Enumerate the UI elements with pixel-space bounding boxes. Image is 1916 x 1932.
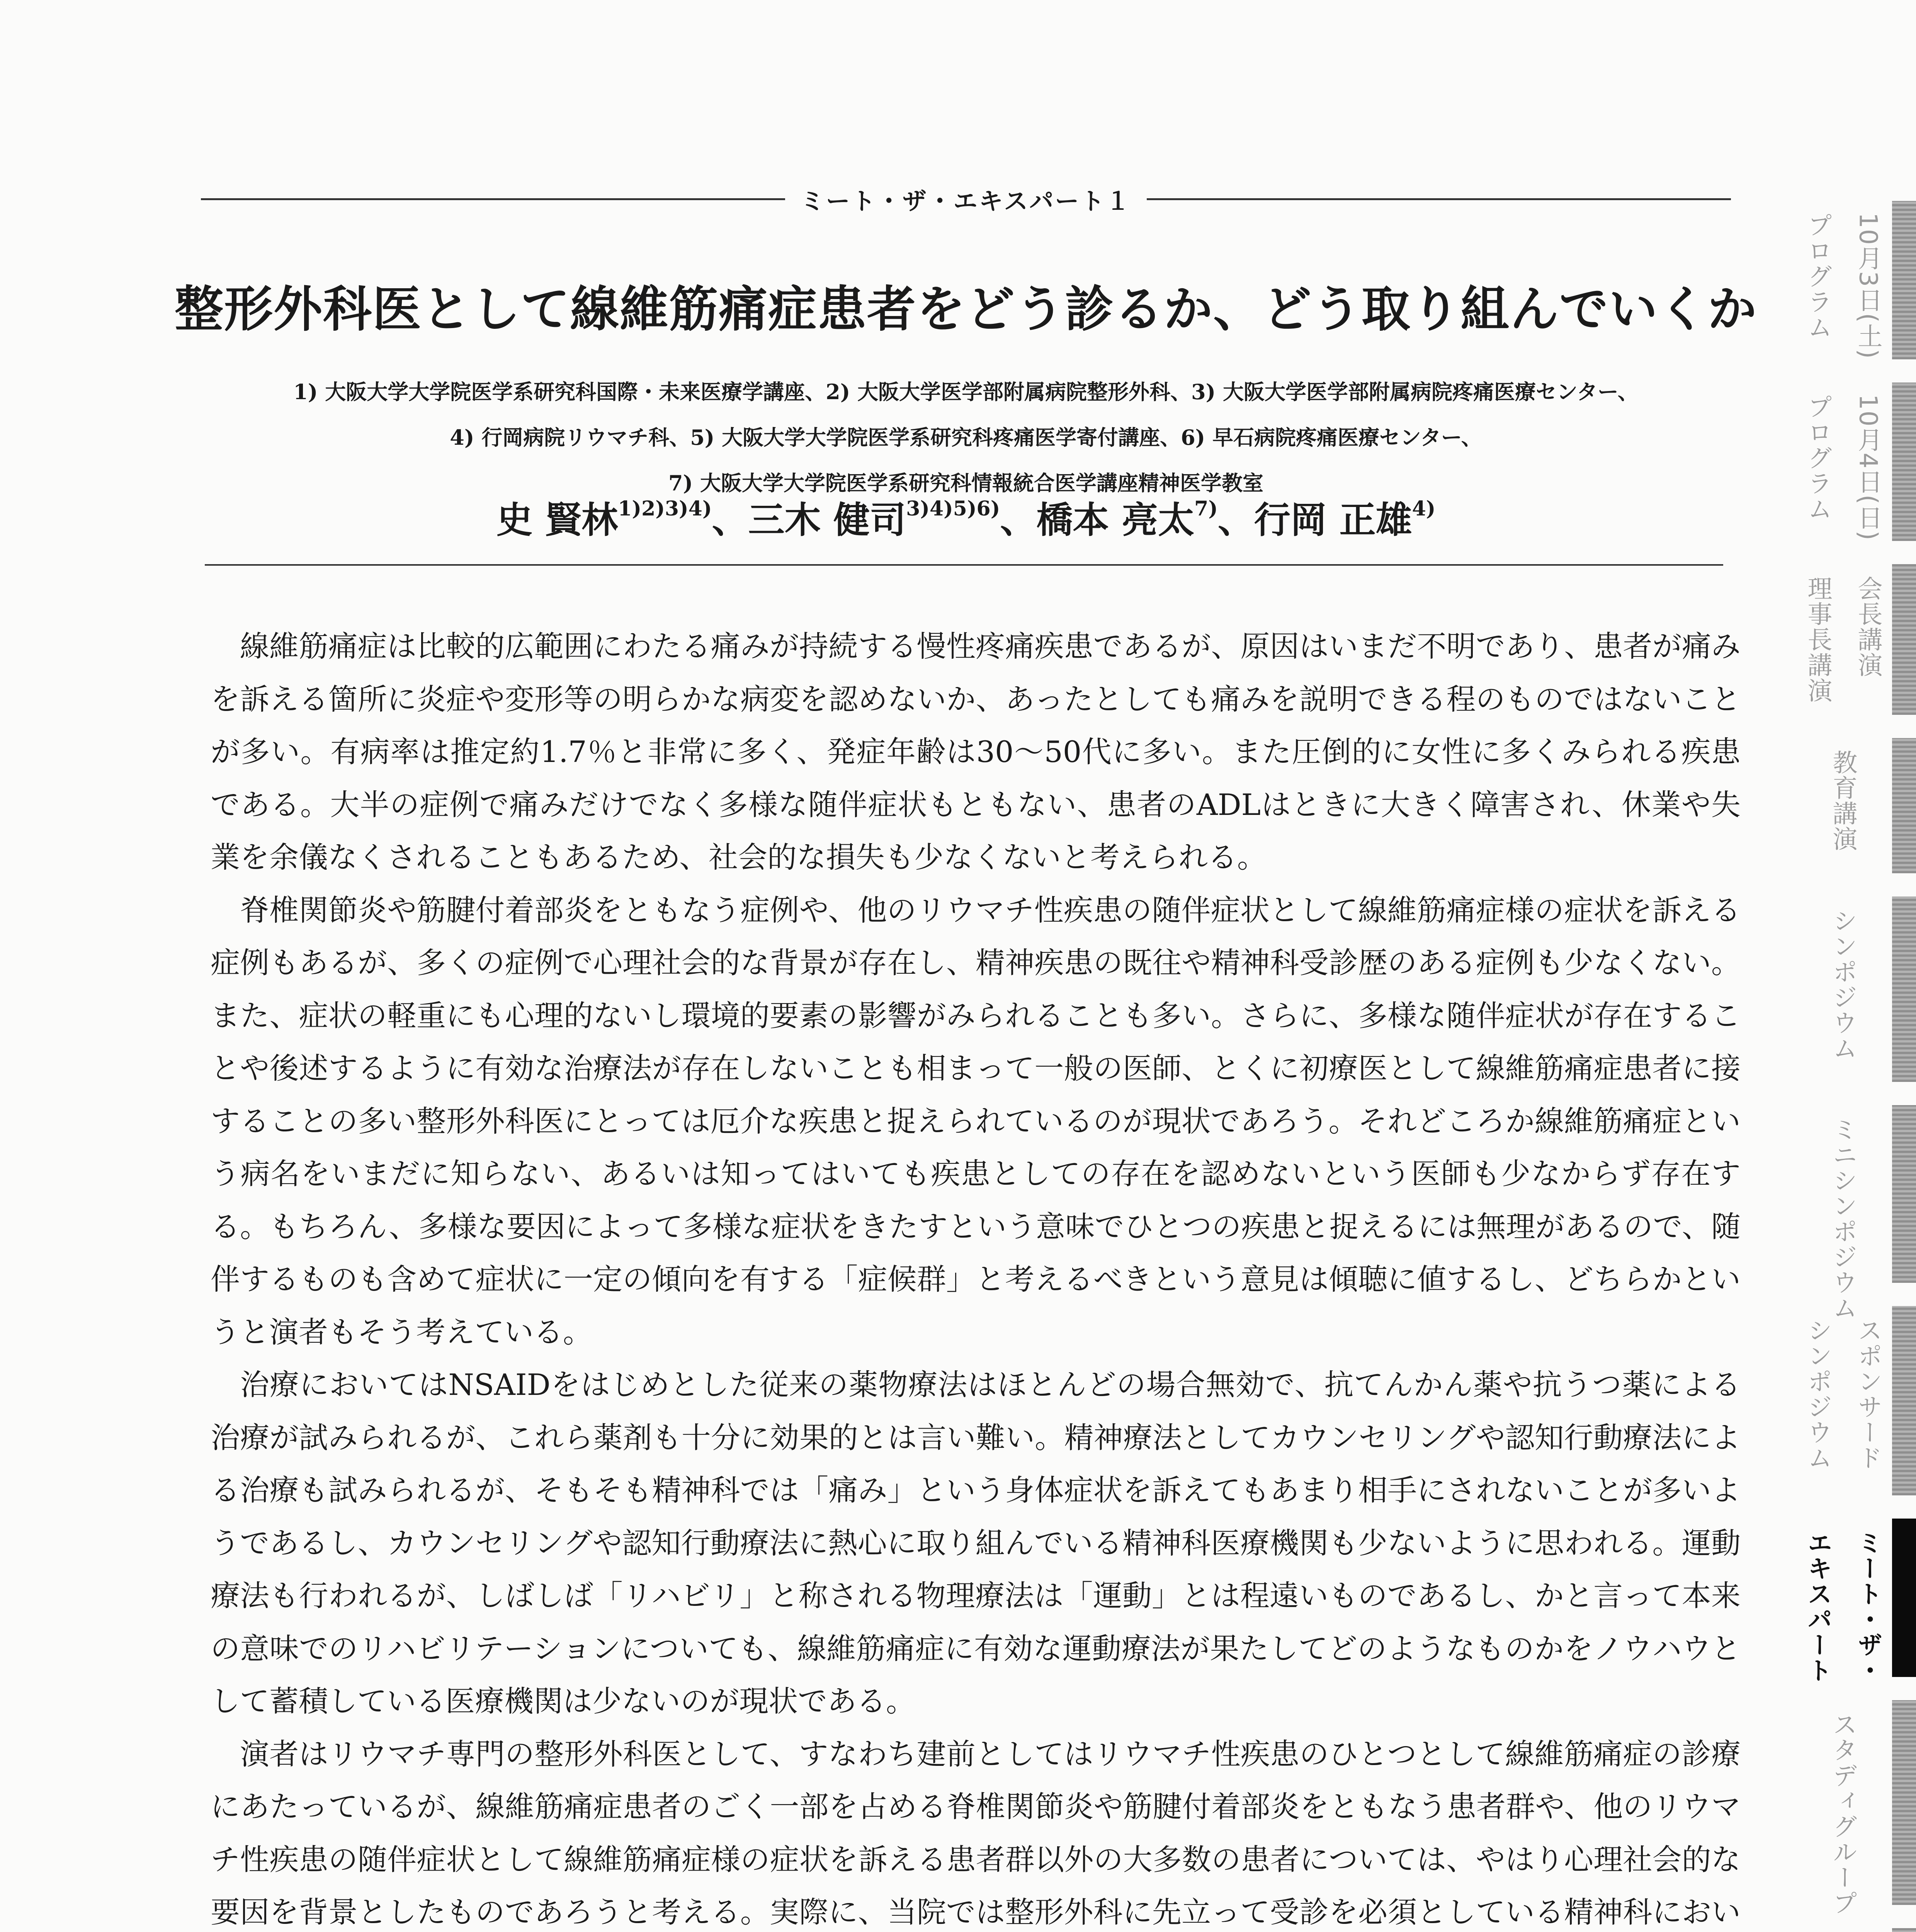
section-tab-label: スポンサード	[1853, 1318, 1882, 1471]
section-tab	[1785, 738, 1916, 885]
title-divider	[205, 564, 1723, 566]
article-title: 整形外科医として線維筋痛症患者をどう診るか、どう取り組んでいくか	[175, 281, 1757, 338]
author-affiliation-ref: 7)	[1194, 497, 1218, 520]
author-name: 史 賢林	[496, 499, 618, 541]
section-tab	[1785, 1105, 1916, 1321]
author-name: 三木 健司	[748, 499, 906, 541]
section-tab-label: エキスパート	[1803, 1530, 1832, 1683]
author-separator: 、	[712, 499, 748, 541]
section-tab	[1785, 564, 1916, 726]
section-tab-label: プログラム	[1803, 213, 1832, 340]
session-header	[201, 182, 1731, 216]
section-tab	[1785, 1928, 1916, 1932]
session-label: ミート・ザ・エキスパート１	[800, 187, 1132, 215]
body-paragraph: 治療においてはNSAIDをはじめとした従来の薬物療法はほとんどの場合無効で、抗てんかん薬や抗うつ薬による治療が試みられるが、これら薬剤も十分に効果的とは言い難い。精神療法としてカウンセリングや認知行動療法による治療も試みられるが、そもそも精神科では「痛み」という身体症状を訴えてもあまり相手にされないことが多いようであるし、カウンセリングや認知行動療法に熱心に取り組んでいる精神科医療機関も少ないように思われる。運動療法も行われるが、しばしば「リハビリ」と称される物理療法は「運動」とは程遠いものであるし、かと言って本来の意味でのリハビリテーションについても、線維筋痛症に有効な運動療法が果たしてどのようなものかをノウハウとして蓄積している医療機関は少ないのが現状である。	[211, 1367, 1741, 1718]
section-tab-label: シンポジウム	[1828, 908, 1857, 1061]
affiliation-line: 7) 大阪大学大学院医学系研究科情報統合医学講座精神医学教室	[668, 471, 1263, 495]
section-tab-label: ミニシンポジウム	[1828, 1117, 1857, 1321]
author-separator: 、	[1000, 499, 1037, 541]
section-tab-label: 理事長講演	[1803, 576, 1832, 703]
affiliation-line: 1) 大阪大学大学院医学系研究科国際・未来医療学講座、2) 大阪大学医学部附属病院整形外科、3) 大阪大学医学部附属病院疼痛医療センター、	[293, 379, 1639, 404]
author-name: 行岡 正雄	[1254, 499, 1412, 541]
section-tab	[1785, 1519, 1916, 1689]
section-tab	[1785, 201, 1916, 371]
body-paragraph: 線維筋痛症は比較的広範囲にわたる痛みが持続する慢性疼痛疾患であるが、原因はいまだ不明であり、患者が痛みを訴える箇所に炎症や変形等の明らかな病変を認めないか、あったとしても痛みを説明できる程のものではないことが多い。有病率は推定約1.7％と非常に多く、発症年齢は30～50代に多い。また圧倒的に女性に多くみられる疾患である。大半の症例で痛みだけでなく多様な随伴症状もともない、患者のADLはときに大きく障害され、休業や失業を余儀なくされることもあるため、社会的な損失も少なくないと考えられる。	[211, 629, 1741, 874]
section-tab-label: 10月3日(土)	[1853, 213, 1882, 360]
section-tab-label: 会長講演	[1853, 576, 1882, 678]
section-tab	[1785, 1306, 1916, 1507]
affiliation-line: 4) 行岡病院リウマチ科、5) 大阪大学大学院医学系研究科疼痛医学寄付講座、6) 早石病院疼痛医療センター、	[450, 425, 1482, 450]
author-list	[162, 491, 1770, 543]
author-affiliation-ref: 4)	[1412, 497, 1436, 520]
section-index-tabs	[1777, 201, 1916, 1932]
section-tab	[1785, 896, 1916, 1094]
section-tab	[1785, 383, 1916, 553]
body-paragraph: 脊椎関節炎や筋腱付着部炎をともなう症例や、他のリウマチ性疾患の随伴症状として線維筋痛症様の症状を訴える症例もあるが、多くの症例で心理社会的な背景が存在し、精神疾患の既往や精神科受診歴のある症例も少なくない。また、症状の軽重にも心理的ないし環境的要素の影響がみられることも多い。さらに、多様な随伴症状が存在することや後述するように有効な治療法が存在しないことも相まって一般の医師、とくに初療医として線維筋痛症患者に接することの多い整形外科医にとっては厄介な疾患と捉えられているのが現状であろう。それどころか線維筋痛症という病名をいまだに知らない、あるいは知ってはいても疾患としての存在を認めないという医師も少なからず存在する。もちろん、多様な要因によって多様な症状をきたすという意味でひとつの疾患と捉えるには無理があるので、随伴するものも含めて症状に一定の傾向を有する「症候群」と考えるべきという意見は傾聴に値するし、どちらかというと演者もそう考えている。	[211, 893, 1741, 1349]
section-tab-label: スタディグループ	[1828, 1712, 1857, 1916]
affiliations	[162, 369, 1770, 506]
section-tab-label: シンポジウム	[1803, 1318, 1832, 1471]
section-tab	[1785, 1700, 1916, 1917]
section-tab-label: 10月4日(日)	[1853, 394, 1882, 541]
section-tab-label: ミート・ザ・	[1853, 1530, 1882, 1683]
body-paragraph: 演者はリウマチ専門の整形外科医として、すなわち建前としてはリウマチ性疾患のひとつとして線維筋痛症の診療にあたっているが、線維筋痛症患者のごく一部を占める脊椎関節炎や筋腱付着部炎をともなう患者群や、他のリウマチ性疾患の随伴症状として線維筋痛症様の症状を訴える患者群以外の大多数の患者については、やはり心理社会的な要因を背景としたものであろうと考える。実際に、当院では整形外科に先立って受診を必須としている精神科におい	[211, 1736, 1741, 1929]
header-rule-left	[201, 198, 785, 200]
section-tab-label: プログラム	[1803, 394, 1832, 522]
author-separator: 、	[1217, 499, 1254, 541]
header-rule-right	[1147, 198, 1731, 200]
author-affiliation-ref: 3)4)5)6)	[906, 497, 1000, 520]
author-name: 橋本 亮太	[1036, 499, 1195, 541]
section-tab-label: 教育講演	[1828, 750, 1857, 852]
abstract-body	[211, 620, 1741, 1932]
author-affiliation-ref: 1)2)3)4)	[618, 497, 712, 520]
